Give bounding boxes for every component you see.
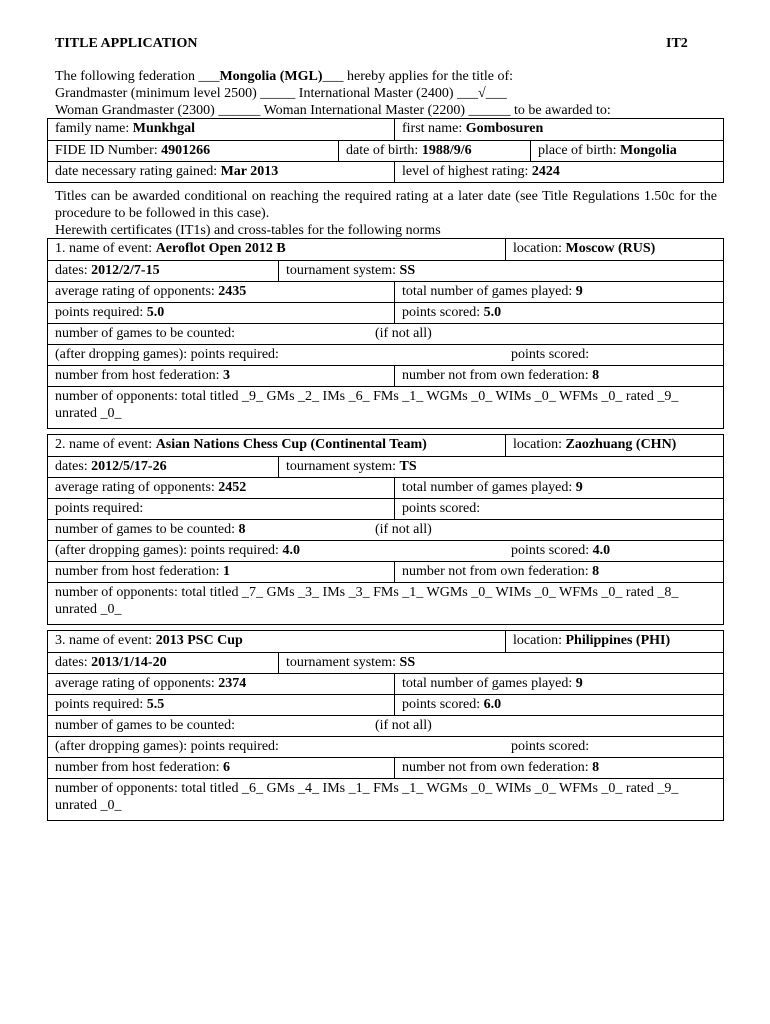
event-location-label: location: <box>513 437 562 452</box>
event-box-2 <box>47 434 724 625</box>
games-counted-cell <box>48 520 368 540</box>
event-location-value: Moscow (RUS) <box>565 241 656 256</box>
games-played-label: total number of games played: <box>402 480 573 495</box>
average-rating-value: 2435 <box>218 284 247 299</box>
event-system-value: TS <box>399 459 417 474</box>
pob-value: Mongolia <box>620 143 677 158</box>
event-dates-value: 2012/5/17-26 <box>91 459 167 474</box>
rating-date-cell <box>48 162 394 182</box>
pob-label: place of birth: <box>538 143 617 158</box>
event-location-label: location: <box>513 633 562 648</box>
event-name-label: 1. name of event: <box>55 241 153 256</box>
average-rating-label: average rating of opponents: <box>55 480 215 495</box>
points-scored-cell <box>394 695 723 715</box>
event-name-value: 2013 PSC Cup <box>155 633 243 648</box>
host-federation-cell <box>48 562 394 582</box>
rating-date-value: Mar 2013 <box>220 164 279 179</box>
first-name-cell <box>394 119 723 140</box>
points-required-label: points required: <box>55 501 144 516</box>
event-row-name <box>48 239 723 260</box>
average-rating-cell <box>48 282 394 302</box>
herewith-note: Herewith certificates (IT1s) and cross-tables for the following norms <box>55 223 441 238</box>
event-row-federation <box>48 365 723 386</box>
drop-points-required-cell <box>48 345 504 365</box>
fide-id-cell <box>48 141 338 161</box>
if-not-all-label: (if not all) <box>375 718 432 733</box>
first-name-value: Gombosuren <box>465 121 544 136</box>
event-row-counted <box>48 519 723 540</box>
player-row-ids <box>48 140 723 161</box>
points-required-label: points required: <box>55 305 144 320</box>
not-own-federation-cell <box>394 366 723 386</box>
host-federation-label: number from host federation: <box>55 368 220 383</box>
points-scored-label: points scored: <box>402 697 481 712</box>
host-federation-cell <box>48 758 394 778</box>
not-own-federation-cell <box>394 758 723 778</box>
host-federation-label: number from host federation: <box>55 760 220 775</box>
points-scored-cell <box>394 499 723 519</box>
drop-points-required-cell <box>48 541 504 561</box>
player-row-ratings <box>48 161 723 182</box>
event-row-avg <box>48 281 723 302</box>
intro-line-1-post: ___ hereby applies for the title of: <box>322 69 513 84</box>
form-code: IT2 <box>666 36 688 51</box>
games-counted-label: number of games to be counted: <box>55 522 236 537</box>
event-dates-cell <box>48 653 278 673</box>
event-location-cell <box>505 435 723 456</box>
event-dates-cell <box>48 261 278 281</box>
points-scored-cell <box>394 303 723 323</box>
games-counted-cell <box>48 716 368 736</box>
host-federation-label: number from host federation: <box>55 564 220 579</box>
games-played-cell <box>394 674 723 694</box>
points-required-label: points required: <box>55 697 144 712</box>
event-system-value: SS <box>399 263 416 278</box>
drop-points-scored-cell <box>504 541 723 561</box>
points-scored-label: points scored: <box>402 305 481 320</box>
event-name-label: 2. name of event: <box>55 437 153 452</box>
conditional-note: Titles can be awarded conditional on reaching the required rating at a later date (see Title Regulations 1.50c for the procedure to be followed in this case). <box>55 189 717 221</box>
host-federation-value: 3 <box>222 368 230 383</box>
event-system-cell <box>278 653 723 673</box>
event-dates-label: dates: <box>55 655 88 670</box>
drop-points-required-label: (after dropping games): points required: <box>55 739 279 754</box>
if-not-all-cell <box>368 520 488 540</box>
event-row-dates <box>48 456 723 477</box>
dob-label: date of birth: <box>346 143 419 158</box>
event-row-name <box>48 435 723 456</box>
games-counted-value: 8 <box>238 522 246 537</box>
event-row-federation <box>48 757 723 778</box>
event-name-cell <box>48 239 505 260</box>
event-dates-cell <box>48 457 278 477</box>
event-name-label: 3. name of event: <box>55 633 153 648</box>
drop-points-required-label: (after dropping games): points required: <box>55 347 279 362</box>
event-name-cell <box>48 435 505 456</box>
not-own-federation-label: number not from own federation: <box>402 760 589 775</box>
event-system-label: tournament system: <box>286 655 397 670</box>
not-own-federation-label: number not from own federation: <box>402 564 589 579</box>
event-dates-value: 2013/1/14-20 <box>91 655 167 670</box>
event-row-points <box>48 302 723 323</box>
intro-line-2: Grandmaster (minimum level 2500) _____ International Master (2400) ___√___ <box>55 86 507 101</box>
fide-id-value: 4901266 <box>161 143 211 158</box>
event-name-value: Aeroflot Open 2012 B <box>155 241 286 256</box>
event-row-points <box>48 694 723 715</box>
games-played-label: total number of games played: <box>402 676 573 691</box>
highest-rating-cell <box>394 162 723 182</box>
event-row-dropping <box>48 344 723 365</box>
event-row-dates <box>48 260 723 281</box>
family-name-cell <box>48 119 394 140</box>
host-federation-cell <box>48 366 394 386</box>
average-rating-label: average rating of opponents: <box>55 284 215 299</box>
event-box-3 <box>47 630 724 821</box>
pob-cell <box>530 141 723 161</box>
opponents-breakdown: number of opponents: total titled _9_ GMs _2_ IMs _6_ FMs _1_ WGMs _0_ WIMs _0_ WFMs _0_ rated _9_ unrated _0_ <box>55 389 679 421</box>
event-row-opponents <box>48 778 723 820</box>
dob-cell <box>338 141 530 161</box>
highest-rating-value: 2424 <box>531 164 560 179</box>
average-rating-cell <box>48 674 394 694</box>
family-name-label: family name: <box>55 121 130 136</box>
event-row-federation <box>48 561 723 582</box>
intro-line-3: Woman Grandmaster (2300) ______ Woman International Master (2200) ______ to be awarded to: <box>55 103 611 118</box>
form-title: TITLE APPLICATION <box>55 36 198 51</box>
event-row-opponents <box>48 386 723 428</box>
federation-value: Mongolia (MGL) <box>219 69 323 84</box>
points-scored-label: points scored: <box>402 501 481 516</box>
games-played-value: 9 <box>575 676 583 691</box>
first-name-label: first name: <box>402 121 463 136</box>
opponents-breakdown: number of opponents: total titled _6_ GMs _4_ IMs _1_ FMs _1_ WGMs _0_ WIMs _0_ WFMs _0_ rated _9_ unrated _0_ <box>55 781 679 813</box>
opponents-breakdown: number of opponents: total titled _7_ GMs _3_ IMs _3_ FMs _1_ WGMs _0_ WIMs _0_ WFMs _0_ rated _8_ unrated _0_ <box>55 585 679 617</box>
event-dates-value: 2012/2/7-15 <box>91 263 160 278</box>
event-row-name <box>48 631 723 652</box>
intro-line-1-pre: The following federation ___ <box>55 69 220 84</box>
event-row-dates <box>48 652 723 673</box>
event-location-cell <box>505 239 723 260</box>
player-info-box <box>47 118 724 183</box>
not-own-federation-value: 8 <box>592 760 600 775</box>
games-counted-label: number of games to be counted: <box>55 326 236 341</box>
drop-points-scored-value: 4.0 <box>592 543 611 558</box>
event-location-cell <box>505 631 723 652</box>
event-row-opponents <box>48 582 723 624</box>
event-system-label: tournament system: <box>286 459 397 474</box>
average-rating-value: 2452 <box>218 480 247 495</box>
drop-points-scored-label: points scored: <box>511 543 590 558</box>
event-system-cell <box>278 261 723 281</box>
if-not-all-cell <box>368 324 488 344</box>
games-counted-cell <box>48 324 368 344</box>
event-row-points <box>48 498 723 519</box>
points-required-value: 5.5 <box>146 697 165 712</box>
games-played-value: 9 <box>575 284 583 299</box>
games-counted-label: number of games to be counted: <box>55 718 236 733</box>
average-rating-value: 2374 <box>218 676 247 691</box>
games-played-cell <box>394 478 723 498</box>
not-own-federation-label: number not from own federation: <box>402 368 589 383</box>
if-not-all-label: (if not all) <box>375 326 432 341</box>
drop-points-scored-cell <box>504 737 723 757</box>
player-row-names <box>48 119 723 140</box>
drop-points-required-value: 4.0 <box>282 543 300 558</box>
games-played-value: 9 <box>575 480 583 495</box>
intro-line-1 <box>55 68 513 85</box>
event-row-counted <box>48 323 723 344</box>
if-not-all-label: (if not all) <box>375 522 432 537</box>
event-row-counted <box>48 715 723 736</box>
points-required-value: 5.0 <box>146 305 165 320</box>
games-played-cell <box>394 282 723 302</box>
not-own-federation-value: 8 <box>592 368 600 383</box>
host-federation-value: 6 <box>222 760 230 775</box>
event-box-1 <box>47 238 724 429</box>
event-location-label: location: <box>513 241 562 256</box>
event-location-value: Philippines (PHI) <box>565 633 671 648</box>
host-federation-value: 1 <box>222 564 230 579</box>
drop-points-scored-cell <box>504 345 723 365</box>
drop-points-scored-label: points scored: <box>511 347 590 362</box>
event-row-avg <box>48 477 723 498</box>
drop-points-required-label: (after dropping games): points required: <box>55 543 279 558</box>
points-required-cell <box>48 695 394 715</box>
average-rating-cell <box>48 478 394 498</box>
event-system-cell <box>278 457 723 477</box>
drop-points-required-cell <box>48 737 504 757</box>
event-name-cell <box>48 631 505 652</box>
points-required-cell <box>48 499 394 519</box>
highest-rating-label: level of highest rating: <box>402 164 529 179</box>
event-row-dropping <box>48 540 723 561</box>
not-own-federation-cell <box>394 562 723 582</box>
event-row-dropping <box>48 736 723 757</box>
points-scored-value: 5.0 <box>483 305 502 320</box>
event-row-avg <box>48 673 723 694</box>
fide-id-label: FIDE ID Number: <box>55 143 158 158</box>
dob-value: 1988/9/6 <box>421 143 472 158</box>
if-not-all-cell <box>368 716 488 736</box>
event-dates-label: dates: <box>55 263 88 278</box>
not-own-federation-value: 8 <box>592 564 600 579</box>
event-name-value: Asian Nations Chess Cup (Continental Team) <box>155 437 427 452</box>
event-system-value: SS <box>399 655 416 670</box>
event-system-label: tournament system: <box>286 263 397 278</box>
event-location-value: Zaozhuang (CHN) <box>565 437 677 452</box>
games-played-label: total number of games played: <box>402 284 573 299</box>
event-dates-label: dates: <box>55 459 88 474</box>
points-scored-value: 6.0 <box>483 697 502 712</box>
family-name-value: Munkhgal <box>132 121 196 136</box>
drop-points-scored-label: points scored: <box>511 739 590 754</box>
rating-date-label: date necessary rating gained: <box>55 164 218 179</box>
average-rating-label: average rating of opponents: <box>55 676 215 691</box>
points-required-cell <box>48 303 394 323</box>
